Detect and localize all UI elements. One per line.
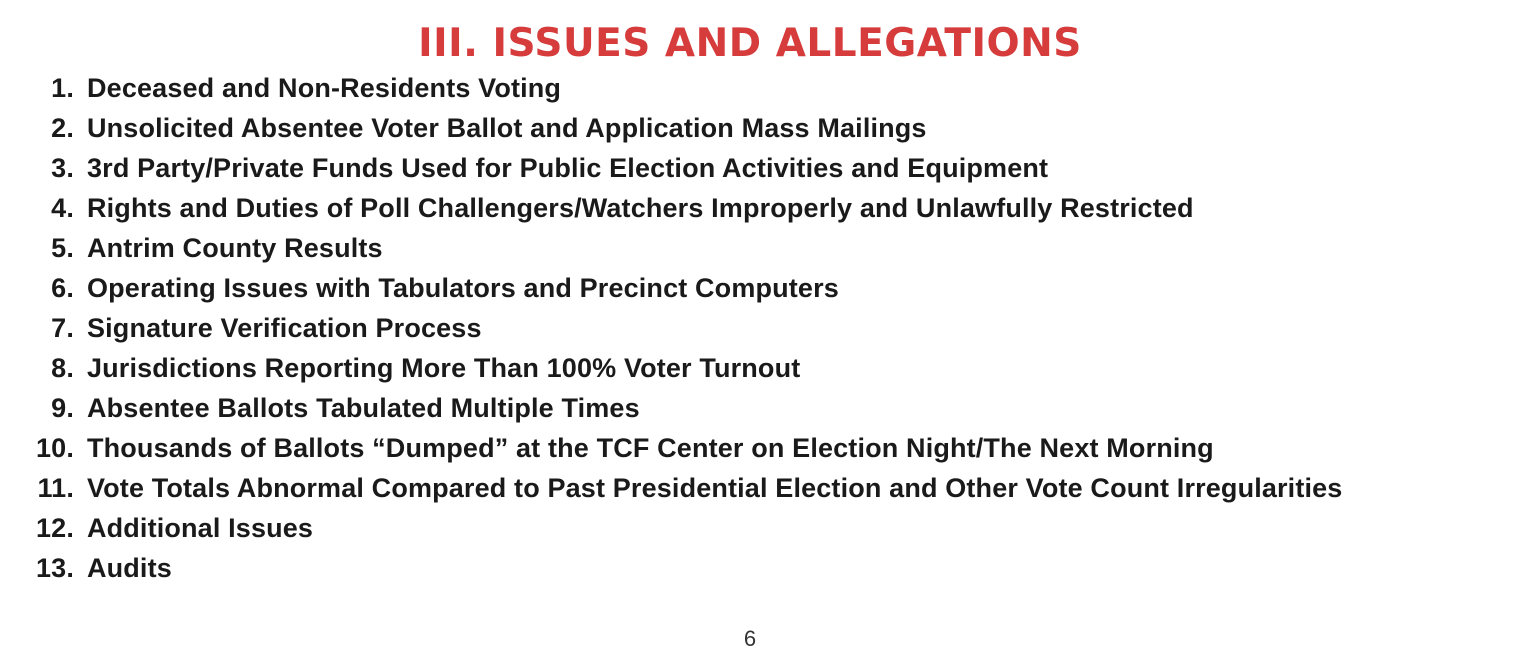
list-item-number: 10. [36,433,74,463]
list-item [0,548,1342,588]
list-item-number: 12. [36,513,74,543]
list-item [0,388,1342,428]
list-item-text: Operating Issues with Tabulators and Precinct Computers [87,273,839,303]
list-item-text: Antrim County Results [87,233,383,263]
list-item [0,108,1342,148]
list-item-number: 2. [51,113,74,143]
list-item-text: Unsolicited Absentee Voter Ballot and Application Mass Mailings [87,113,927,143]
list-item-number: 7. [51,313,74,343]
list-item-text: Vote Totals Abnormal Compared to Past Presidential Election and Other Vote Count Irregularities [87,473,1343,503]
list-item [0,308,1342,348]
list-item-number: 11. [37,473,74,503]
list-item-number: 4. [51,193,74,223]
list-item-text: 3rd Party/Private Funds Used for Public Election Activities and Equipment [87,153,1049,183]
list-item-number: 13. [36,553,74,583]
allegations-list [0,68,1342,588]
section-title: III. ISSUES AND ALLEGATIONS [418,21,1082,66]
list-item-text: Jurisdictions Reporting More Than 100% Voter Turnout [87,353,801,383]
list-item-text: Rights and Duties of Poll Challengers/Watchers Improperly and Unlawfully Restricted [87,193,1194,223]
list-item-text: Signature Verification Process [87,313,482,343]
list-item [0,508,1342,548]
list-item [0,468,1342,508]
list-item [0,188,1342,228]
list-item [0,268,1342,308]
list-item-number: 8. [51,353,74,383]
list-item-number: 6. [51,273,74,303]
list-item-text: Deceased and Non-Residents Voting [87,73,562,103]
page-number: 6 [743,626,757,651]
list-item-number: 1. [51,73,74,103]
list-item-number: 5. [51,233,74,263]
list-item [0,428,1342,468]
list-item [0,68,1342,108]
list-item [0,148,1342,188]
list-item-text: Additional Issues [87,513,314,543]
list-item-number: 9. [51,393,74,423]
list-item-number: 3. [51,153,74,183]
list-item-text: Audits [87,553,172,583]
list-item-text: Thousands of Ballots “Dumped” at the TCF Center on Election Night/The Next Morning [87,433,1214,463]
list-item [0,348,1342,388]
list-item-text: Absentee Ballots Tabulated Multiple Times [87,393,640,423]
list-item [0,228,1342,268]
